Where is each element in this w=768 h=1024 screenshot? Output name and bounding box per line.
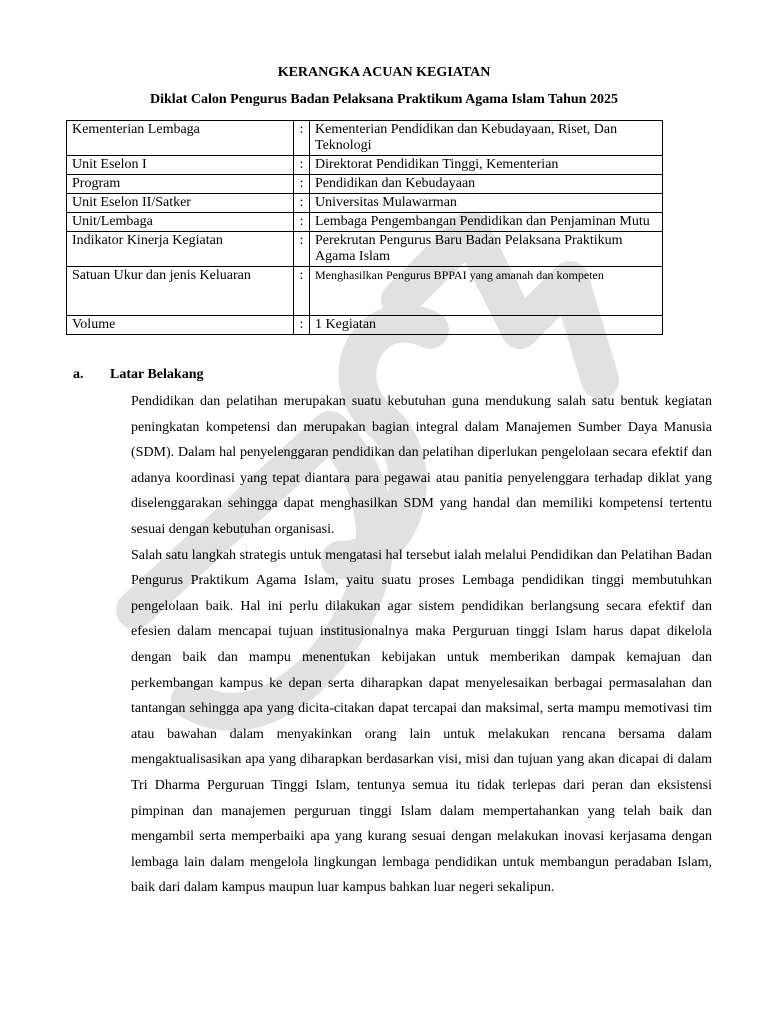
table-row <box>67 121 663 156</box>
row-label: Kementerian Lembaga <box>67 121 294 156</box>
row-value: Universitas Mulawarman <box>310 194 663 213</box>
paragraph: Salah satu langkah strategis untuk mengatasi hal tersebut ialah melalui Pendidikan dan Pelatihan Badan Pengurus Praktikum Agama Islam, yaitu suatu proses Lembaga pendidikan tinggi membutuhkan pengelolaan baik. Hal ini perlu dilakukan agar sistem pendidikan berlangsung secara efektif dan efesien dalam mencapai tujuan institusionalnya maka Perguruan tinggi Islam harus dapat dikelola dengan baik dan mampu menentukan kebijakan untuk memberikan dampak kemajuan dan perkembangan kampus ke depan serta diharapkan dapat menyelesaikan berbagai permasalahan dan tantangan sehingga apa yang dicita-citakan dapat tercapai dan maksimal, serta mampu memotivasi tim atau bawahan dalam menyakinkan orang lain untuk melakukan rencana bersama dalam mengaktualisasikan apa yang diharapkan berdasarkan visi, misi dan tujuan yang akan dicapai di dalam Tri Dharma Perguruan Tinggi Islam, tentunya semua itu tidak terlepas dari peran dan eksistensi pimpinan dan manajemen perguruan tinggi Islam dalam mempertahankan yang telah baik dan mengambil serta memperbaiki apa yang kurang sesuai dengan melakukan inovasi kerjasama dengan lembaga lain dalam mengelola lingkungan lembaga pendidikan untuk membangun peradaban Islam, baik dari dalam kampus maupun luar kampus bahkan luar negeri sekalipun. <box>131 547 712 896</box>
document-subtitle: Diklat Calon Pengurus Badan Pelaksana Praktikum Agama Islam Tahun 2025 <box>150 92 618 107</box>
row-value: Pendidikan dan Kebudayaan <box>310 175 663 194</box>
row-separator: : <box>294 232 310 267</box>
row-value: Direktorat Pendidikan Tinggi, Kementerian <box>310 156 663 175</box>
row-separator: : <box>294 267 310 316</box>
row-value: Kementerian Pendidikan dan Kebudayaan, Riset, Dan Teknologi <box>310 121 663 156</box>
row-label: Unit Eselon I <box>67 156 294 175</box>
row-value: Lembaga Pengembangan Pendidikan dan Penjaminan Mutu <box>310 213 663 232</box>
table-row <box>67 267 663 316</box>
table-row <box>67 213 663 232</box>
table-row <box>67 194 663 213</box>
row-label: Indikator Kinerja Kegiatan <box>67 232 294 267</box>
row-separator: : <box>294 156 310 175</box>
table-row <box>67 232 663 267</box>
row-value: Menghasilkan Pengurus BPPAI yang amanah dan kompeten <box>310 267 663 316</box>
info-table <box>66 120 663 335</box>
document-title: KERANGKA ACUAN KEGIATAN <box>277 65 491 80</box>
row-label: Unit/Lembaga <box>67 213 294 232</box>
section-body <box>131 389 712 901</box>
row-label: Program <box>67 175 294 194</box>
paragraph: Pendidikan dan pelatihan merupakan suatu kebutuhan guna mendukung salah satu bentuk kegiatan peningkatan kompetensi dan merupakan bagian integral dalam Manajemen Sumber Daya Manusia (SDM). Dalam hal penyelenggaran pendidikan dan pelatihan diperlukan pengelolaan secara efektif dan adanya koordinasi yang tepat diantara para pegawai atau panitia penyelenggara terhadap diklat yang diselenggarakan sehingga dapat menghasilkan SDM yang handal dan memiliki kompetensi tertentu sesuai dengan kebutuhan organisasi. <box>131 394 712 537</box>
table-row <box>67 156 663 175</box>
row-separator: : <box>294 194 310 213</box>
section-number: a. <box>73 367 84 382</box>
row-separator: : <box>294 316 310 335</box>
row-label: Volume <box>67 316 294 335</box>
table-row <box>67 175 663 194</box>
section-title: Latar Belakang <box>110 367 204 382</box>
row-separator: : <box>294 175 310 194</box>
row-separator: : <box>294 121 310 156</box>
row-value: Perekrutan Pengurus Baru Badan Pelaksana Praktikum Agama Islam <box>310 232 663 267</box>
row-separator: : <box>294 213 310 232</box>
row-value: 1 Kegiatan <box>310 316 663 335</box>
table-row <box>67 316 663 335</box>
row-label: Satuan Ukur dan jenis Keluaran <box>67 267 294 316</box>
row-label: Unit Eselon II/Satker <box>67 194 294 213</box>
